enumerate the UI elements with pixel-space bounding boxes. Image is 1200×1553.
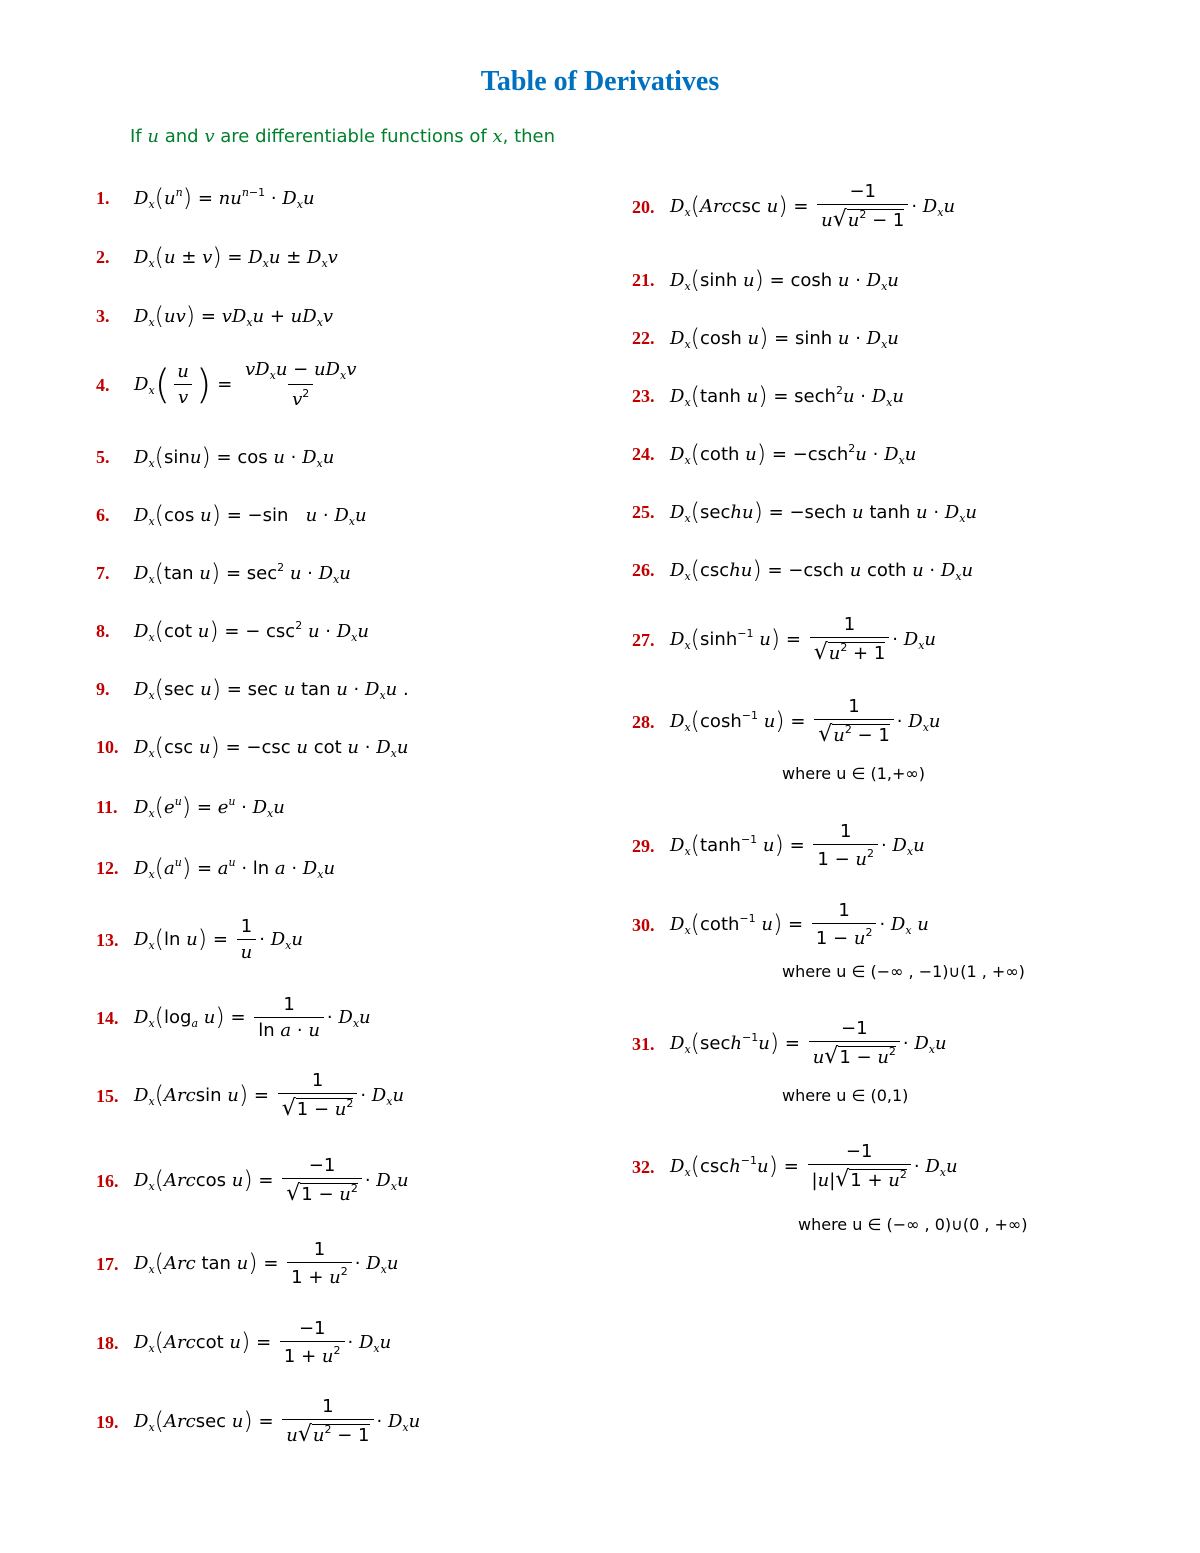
domain-note-28: where u ∈ (1,+∞): [782, 764, 925, 783]
page-title: Table of Derivatives: [480, 66, 720, 97]
intro-text: If u and v are differentiable functions of x, then: [130, 126, 556, 147]
domain-note-30: where u ∈ (−∞ , −1)∪(1 , +∞): [782, 962, 1025, 981]
domain-note-32: where u ∈ (−∞ , 0)∪(0 , +∞): [798, 1215, 1028, 1234]
domain-note-31: where u ∈ (0,1): [782, 1086, 909, 1105]
